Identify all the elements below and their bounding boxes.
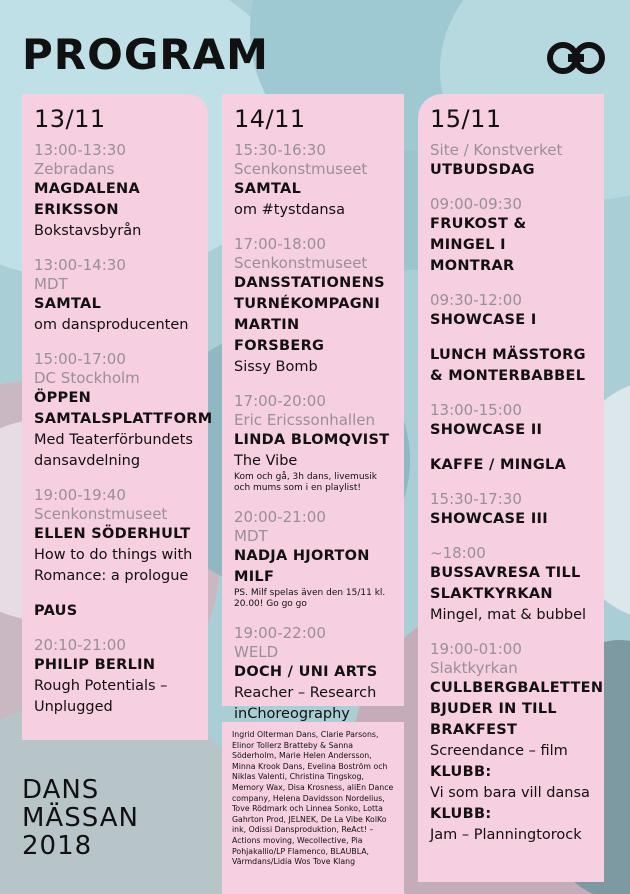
event-item — [430, 141, 592, 181]
day-column-15 — [418, 94, 604, 882]
event-location: MDT — [34, 275, 68, 293]
event-location: Slaktkyrkan — [430, 659, 518, 677]
event-time: 13:00-14:30 — [34, 256, 126, 274]
event-item — [430, 291, 592, 331]
event-item — [34, 141, 196, 242]
event-time: 19:00-22:00 — [234, 624, 326, 642]
event-headline: ELLEN SÖDERHULT — [34, 526, 191, 542]
event-headline: KAFFE / MINGLA — [430, 457, 567, 473]
event-item — [34, 486, 196, 587]
event-time: ~18:00 — [430, 544, 486, 562]
day-date: 13/11 — [34, 105, 106, 133]
event-detail: om dansproducenten — [34, 317, 189, 333]
event-detail: Rough Potentials – Unplugged — [34, 678, 168, 715]
day-date: 14/11 — [234, 105, 306, 133]
event-headline-tertiary: KLUBB: — [430, 806, 492, 822]
event-item — [34, 636, 196, 718]
event-detail: Screendance – film — [430, 743, 568, 759]
event-time: 15:30-16:30 — [234, 141, 326, 159]
event-time: 15:00-17:00 — [34, 350, 126, 368]
event-item — [34, 350, 213, 472]
event-headline-secondary: KLUBB: — [430, 764, 492, 780]
event-item — [234, 392, 392, 494]
event-item — [430, 455, 592, 476]
event-detail: How to do things with Romance: a prologue — [34, 547, 193, 584]
event-location: Scenkonstmuseet — [234, 254, 368, 272]
event-detail: Bokstavsbyrån — [34, 223, 142, 239]
event-headline-secondary: MARTIN FORSBERG — [234, 317, 325, 354]
event-time: 15:30-17:30 — [430, 490, 522, 508]
event-headline: FRUKOST & MINGEL I MONTRAR — [430, 216, 527, 274]
event-headline: SHOWCASE III — [430, 511, 548, 527]
event-detail: Mingel, mat & bubbel — [430, 607, 587, 623]
event-headline: CULLBERGBALETTEN BJUDER IN TILL BRAKFEST — [430, 680, 604, 738]
event-item — [430, 490, 592, 530]
event-item — [234, 508, 392, 610]
day-column-14 — [222, 94, 404, 722]
event-headline: DANSSTATIONENS TURNÉKOMPAGNI — [234, 275, 385, 312]
event-headline: LINDA BLOMQVIST — [234, 432, 390, 448]
event-headline: ÖPPEN SAMTALSPLATTFORM — [34, 390, 213, 427]
participants-credits — [222, 722, 404, 894]
day-date: 15/11 — [430, 105, 502, 133]
event-item — [34, 256, 196, 336]
event-time: 09:30-12:00 — [430, 291, 522, 309]
credits-text: Ingrid Olterman Dans, Clarie Parsons, Elinor Tollerz Bratteby & Sanna Söderholm, Marie Helen Andersson, Minna Krook Dans, Evelina Boström och Niklas Valenti, Christina Tingskog, Memory Wax, Disa Krosness, aliEn Dance company, Helena Davidsson Nordelius, Tove Rödmark och Linnea Sonko, Lotta Gahrton Prod, JELNEK, De La Vibe KolKo ink, Odissi Dansproduktion, ReAct! – Actions moving, Wecollective, Pia Pohjakallio/LP Flamenco, BLAUBLA, Värmdans/Lidia Wos Tove Klang — [232, 730, 394, 867]
day-column-13 — [22, 94, 213, 740]
event-time: 17:00-20:00 — [234, 392, 326, 410]
event-headline: DOCH / UNI ARTS — [234, 664, 378, 680]
event-item — [430, 195, 592, 277]
event-location: DC Stockholm — [34, 369, 140, 387]
festival-logo-icon — [546, 40, 606, 80]
event-headline: SHOWCASE I — [430, 312, 537, 328]
event-location: WELD — [234, 643, 279, 661]
event-headline: PHILIP BERLIN — [34, 657, 156, 673]
event-logo-text — [22, 776, 139, 860]
event-headline: SAMTAL — [234, 181, 302, 197]
event-time: 13:00-13:30 — [34, 141, 126, 159]
event-location: MDT — [234, 527, 268, 545]
event-item — [430, 401, 592, 441]
event-item — [430, 345, 592, 387]
event-detail-tertiary: Jam – Planningtorock — [430, 827, 582, 843]
event-headline: BUSSAVRESA TILL SLAKTKYRKAN — [430, 565, 581, 602]
event-time: 19:00-01:00 — [430, 640, 522, 658]
event-detail-secondary: Vi som bara vill dansa — [430, 785, 590, 801]
event-item — [430, 544, 592, 626]
page-title: PROGRAM — [22, 30, 269, 79]
event-detail: Sissy Bomb — [234, 359, 318, 375]
event-item — [234, 624, 392, 725]
footer-line: DANS — [22, 775, 100, 805]
event-item — [234, 235, 392, 378]
event-time: 13:00-15:00 — [430, 401, 522, 419]
event-headline: SAMTAL — [34, 296, 102, 312]
event-location: Scenkonstmuseet — [34, 505, 168, 523]
event-item — [234, 141, 392, 221]
event-time: 09:00-09:30 — [430, 195, 522, 213]
event-item — [34, 601, 196, 622]
event-headline: LUNCH MÄSSTORG & MONTERBABBEL — [430, 347, 586, 384]
event-detail: The Vibe — [234, 453, 298, 469]
event-time: 17:00-18:00 — [234, 235, 326, 253]
event-headline: PAUS — [34, 603, 78, 619]
event-detail: Reacher – Research inChoreography — [234, 685, 377, 722]
footer-line: 2018 — [22, 831, 93, 861]
event-location: Scenkonstmuseet — [234, 160, 368, 178]
event-headline: NADJA HJORTON — [234, 548, 370, 564]
event-headline: UTBUDSDAG — [430, 162, 535, 178]
event-detail: Med Teaterförbundets dansavdelning — [34, 432, 193, 469]
event-headline-secondary: MILF — [234, 569, 275, 585]
event-time: 20:10-21:00 — [34, 636, 126, 654]
event-note: Kom och gå, 3h dans, livemusik och mums som i en playlist! — [234, 472, 377, 493]
event-location: Site / Konstverket — [430, 141, 563, 159]
event-note: PS. Milf spelas även den 15/11 kl. 20.00! Go go go — [234, 588, 386, 609]
event-detail: om #tystdansa — [234, 202, 345, 218]
event-item — [430, 640, 604, 846]
event-time: 20:00-21:00 — [234, 508, 326, 526]
footer-line: MÄSSAN — [22, 803, 139, 833]
event-headline: SHOWCASE II — [430, 422, 543, 438]
event-location: Eric Ericssonhallen — [234, 411, 375, 429]
event-location: Zebradans — [34, 160, 115, 178]
event-headline: MAGDALENA ERIKSSON — [34, 181, 141, 218]
event-time: 19:00-19:40 — [34, 486, 126, 504]
